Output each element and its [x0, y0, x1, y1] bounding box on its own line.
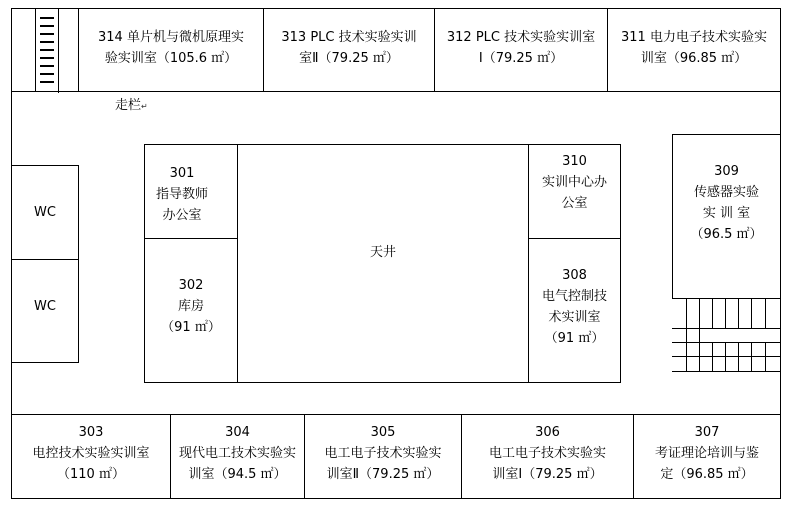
- room-301-line3: 办公室: [162, 208, 202, 223]
- stairwell-right: [672, 298, 781, 372]
- room-307-line1: 307: [694, 425, 720, 440]
- room-309[interactable]: [672, 134, 781, 299]
- room-311-line1: 311 电力电子技术实验实: [621, 30, 767, 45]
- room-314-line2: 验实训室（105.6 ㎡）: [104, 51, 238, 66]
- room-311-line2: 训室（96.85 ㎡）: [640, 51, 748, 66]
- room-312-line2: Ⅰ（79.25 ㎡）: [478, 51, 564, 66]
- room-307-line3: 定（96.85 ㎡）: [660, 467, 754, 482]
- room-309-line3: 实 训 室: [702, 206, 751, 221]
- room-310-line2: 实训中心办: [541, 175, 607, 190]
- return-mark-icon: ↵: [141, 102, 148, 111]
- room-308-line3: 术实训室: [548, 310, 601, 325]
- room-314-line1: 314 单片机与微机原理实: [98, 30, 244, 45]
- room-310-line3: 公室: [561, 196, 588, 211]
- room-304-line2: 现代电工技术实验实: [178, 446, 296, 461]
- room-309-line2: 传感器实验: [693, 185, 759, 200]
- room-308-line4: （91 ㎡）: [544, 331, 605, 346]
- room-302-line1: 302: [178, 278, 204, 293]
- room-305-line3: 训室Ⅱ（79.25 ㎡）: [326, 467, 440, 482]
- room-306-line1: 306: [535, 425, 560, 440]
- room-301[interactable]: [144, 144, 238, 239]
- room-314[interactable]: [78, 8, 264, 92]
- corridor-label: [115, 97, 148, 116]
- room-306[interactable]: [461, 414, 634, 499]
- room-305-line1: 305: [370, 425, 396, 440]
- room-308[interactable]: [528, 238, 621, 383]
- room-305[interactable]: [304, 414, 462, 499]
- room-304[interactable]: [170, 414, 305, 499]
- room-312[interactable]: [434, 8, 608, 92]
- wc-upper-label: WC: [34, 205, 56, 220]
- room-305-line2: 电工电子技术实验实: [324, 446, 442, 461]
- room-302-line2: 库房: [177, 299, 204, 314]
- room-302-line3: （91 ㎡）: [161, 320, 221, 335]
- atrium-label: 天井: [369, 245, 396, 260]
- room-303-line2: 电控技术实验实训室: [32, 446, 150, 461]
- room-307-line2: 考证理论培训与鉴: [654, 446, 759, 461]
- room-303-line1: 303: [78, 425, 104, 440]
- room-306-line3: 训室Ⅰ（79.25 ㎡）: [492, 467, 603, 482]
- stairwell-top-left: [35, 8, 79, 92]
- wc-lower[interactable]: [11, 259, 79, 363]
- room-301-line2: 指导教师: [155, 187, 208, 202]
- corridor-label-text: 走栏: [115, 98, 142, 113]
- room-307[interactable]: [633, 414, 781, 499]
- room-313-line2: 室Ⅱ（79.25 ㎡）: [299, 51, 399, 66]
- room-313[interactable]: [263, 8, 435, 92]
- wc-upper[interactable]: [11, 165, 79, 260]
- room-311[interactable]: [607, 8, 781, 92]
- room-313-line1: 313 PLC 技术实验实训: [281, 30, 417, 45]
- room-312-line1: 312 PLC 技术实验实训室: [446, 30, 596, 45]
- atrium[interactable]: [237, 144, 529, 383]
- room-301-line1: 301: [169, 166, 195, 181]
- room-310[interactable]: [528, 144, 621, 239]
- stair-steps: [40, 9, 54, 93]
- wc-lower-label: WC: [34, 299, 56, 314]
- room-310-line1: 310: [562, 154, 587, 169]
- room-308-line1: 308: [562, 268, 587, 283]
- room-304-line1: 304: [225, 425, 250, 440]
- room-308-line2: 电气控制技: [541, 289, 607, 304]
- room-303-line3: （110 ㎡）: [57, 467, 125, 482]
- room-309-line1: 309: [714, 164, 739, 179]
- room-303[interactable]: [11, 414, 171, 499]
- room-306-line2: 电工电子技术实验实: [488, 446, 606, 461]
- corridor-divider: [11, 91, 781, 92]
- room-309-line4: （96.5 ㎡）: [690, 227, 763, 242]
- room-304-line3: 训室（94.5 ㎡）: [188, 467, 287, 482]
- room-302[interactable]: [144, 238, 238, 383]
